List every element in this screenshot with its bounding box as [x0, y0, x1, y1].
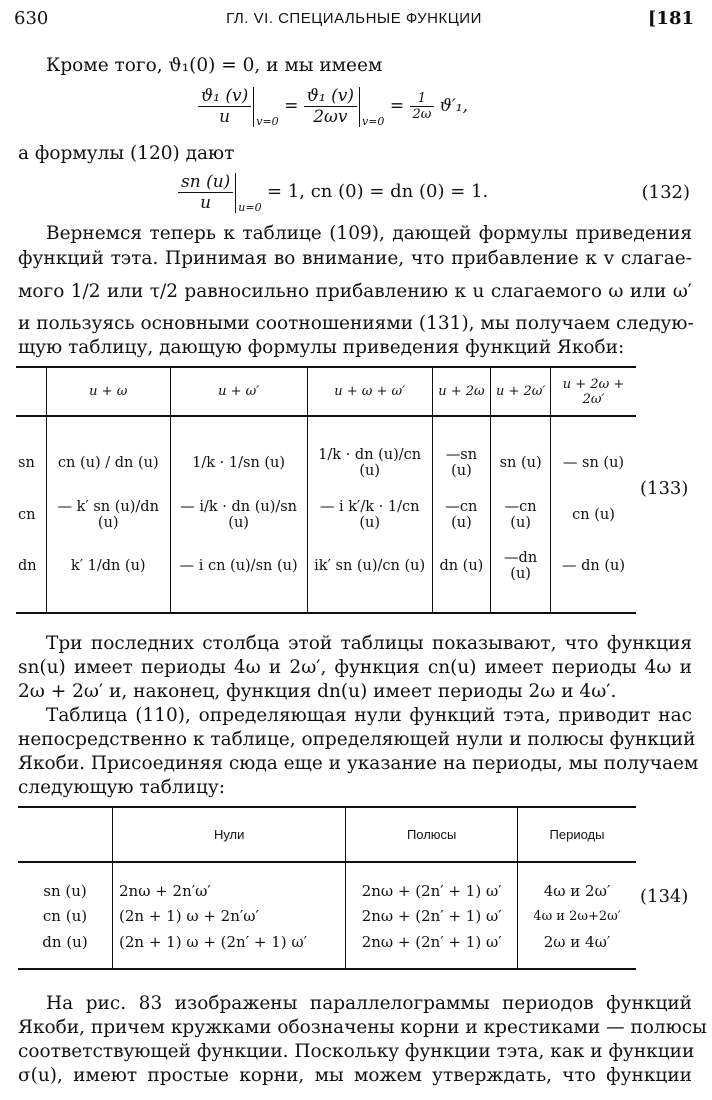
eq1-coef-num: 1: [410, 91, 435, 107]
text-line-10: 2ω + 2ω′ и, наконец, функция dn(u) имеет периоды 2ω и 4ω′.: [18, 681, 617, 702]
row-fn: dn (u): [42, 932, 88, 951]
eq2-rest: = 1, cn (0) = dn (0) = 1.: [267, 181, 489, 202]
row-fn: dn: [18, 557, 37, 574]
table-row: [16, 489, 636, 540]
cell: 1/k · 1/sn (u): [170, 438, 307, 489]
cell: — i/k · dn (u)/sn (u): [170, 489, 307, 540]
eq1-coef-den: 2ω: [412, 107, 432, 122]
text-line-9: sn(u) имеет периоды 4ω и 2ω′, функция cn(u) имеет периоды 4ω и: [18, 657, 692, 678]
col-header-zeros: Нули: [113, 807, 346, 862]
text-line-11: Таблица (110), определяющая нули функций тэта, приводит нас: [46, 705, 692, 726]
eq1-den-b: 2ωv: [313, 107, 348, 127]
eq1-num-a: ϑ₁ (v): [198, 86, 251, 107]
cell: — sn (u): [551, 438, 636, 489]
cell: — i k′/k · 1/cn (u): [307, 489, 432, 540]
table-134-header-row: [18, 807, 636, 862]
col-header-5: u + 2ω′: [491, 367, 551, 416]
col-header-periods: Периоды: [518, 807, 637, 862]
text-line-13: Якоби. Присоединяя сюда еще и указание на периоды, мы получаем: [18, 753, 699, 774]
row-fn: cn: [18, 506, 36, 523]
text-line-14: следующую таблицу:: [18, 777, 226, 798]
cell: k′ 1/dn (u): [47, 540, 171, 591]
eq2-at: u=0: [238, 201, 262, 214]
page-header: [14, 8, 694, 34]
text-line-5: мого 1/2 или τ/2 равносильно прибавлению к u слагаемого ω или ω′: [18, 281, 692, 302]
cell: — i cn (u)/sn (u): [170, 540, 307, 591]
table-number-133: (133): [640, 478, 689, 499]
table-row: [18, 904, 636, 929]
cell-poles: 2nω + (2n′ + 1) ω′: [346, 879, 518, 904]
table-row: [16, 540, 636, 591]
page-number: 630: [14, 8, 49, 29]
equation-theta-limit: $\frac{\text{ϑ₁ (v)}}{u}$ $_{v=0}$ = $\frac{\text{ϑ₁ (v)}}{2\omega v}$ $_{v=0}$ = $\frac{1}{2\omega}$ ϑ′₁,: [198, 86, 468, 128]
text-line-17: соответствующей функции. Поскольку функции тэта, как и функции: [18, 1041, 695, 1062]
col-header-2: u + ω′: [170, 367, 307, 416]
cell-zeros: (2n + 1) ω + 2n′ω′: [113, 904, 346, 929]
row-fn: cn (u): [42, 907, 88, 926]
cell-zeros: (2n + 1) ω + (2n′ + 1) ω′: [113, 929, 346, 954]
cell: cn (u) / dn (u): [47, 438, 171, 489]
equation-number-132: (132): [641, 182, 690, 203]
row-fn: sn (u): [43, 882, 87, 901]
row-fn: sn: [18, 455, 35, 472]
col-header-fn: [18, 807, 113, 862]
text-line-3: Вернемся теперь к таблице (109), дающей формулы приведения: [46, 223, 692, 244]
cell: sn (u): [491, 438, 551, 489]
cell: —cn (u): [491, 489, 551, 540]
text-line-7: щую таблицу, дающую формулы приведения функций Якоби:: [18, 337, 625, 358]
cell: dn (u): [432, 540, 491, 591]
cell: —cn (u): [432, 489, 491, 540]
cell: cn (u): [551, 489, 636, 540]
table-row: [16, 438, 636, 489]
col-header-poles: Полюсы: [346, 807, 518, 862]
cell: 1/k · dn (u)/cn (u): [307, 438, 432, 489]
cell-zeros: 2nω + 2n′ω′: [113, 879, 346, 904]
cell-periods: 4ω и 2ω+2ω′: [518, 904, 637, 929]
cell-poles: 2nω + (2n′ + 1) ω′: [346, 904, 518, 929]
running-head: ГЛ. VI. СПЕЦИАЛЬНЫЕ ФУНКЦИИ: [226, 10, 482, 27]
eq2-den: u: [200, 193, 212, 213]
table-row: [18, 879, 636, 904]
text-line-1: Кроме того, ϑ₁(0) = 0, и мы имеем: [46, 55, 383, 76]
cell: ik′ sn (u)/cn (u): [307, 540, 432, 591]
table-134-zeros-poles: [18, 806, 636, 970]
cell: — k′ sn (u)/dn (u): [47, 489, 171, 540]
section-number: [181: [647, 8, 694, 29]
eq1-den-a: u: [219, 107, 231, 127]
text-line-16: Якоби, причем кружками обозначены корни и крестиками — полюсы: [18, 1017, 707, 1038]
col-header-6: u + 2ω + 2ω′: [551, 367, 636, 416]
text-line-6: и пользуясь основными соотношениями (131), мы получаем следую-: [18, 313, 694, 334]
eq2-num: sn (u): [178, 172, 233, 193]
equation-132: [178, 172, 488, 214]
eq1-tail: ϑ′₁,: [439, 96, 469, 116]
text-line-18: σ(u), имеют простые корни, мы можем утверждать, что функции: [18, 1065, 692, 1086]
text-line-2: а формулы (120) дают: [18, 143, 235, 164]
cell-poles: 2nω + (2n′ + 1) ω′: [346, 929, 518, 954]
col-header-1: u + ω: [47, 367, 171, 416]
table-133-header-row: [16, 367, 636, 416]
cell: —sn (u): [432, 438, 491, 489]
text-line-15: На рис. 83 изображены параллелограммы периодов функций: [46, 993, 692, 1014]
text-line-12: непосредственно к таблице, определяющей нули и полюсы функций: [18, 729, 696, 750]
text-line-8: Три последних столбца этой таблицы показывают, что функция: [46, 633, 692, 654]
cell-periods: 2ω и 4ω′: [518, 929, 637, 954]
cell: —dn (u): [491, 540, 551, 591]
col-header-3: u + ω + ω′: [307, 367, 432, 416]
table-number-134: (134): [640, 886, 689, 907]
cell-periods: 4ω и 2ω′: [518, 879, 637, 904]
cell: — dn (u): [551, 540, 636, 591]
eq1-num-b: ϑ₁ (v): [304, 86, 357, 107]
table-row: [18, 929, 636, 954]
col-header-4: u + 2ω: [432, 367, 491, 416]
eq1-at-b: v=0: [362, 115, 385, 128]
text-line-4: функций тэта. Принимая во внимание, что прибавление к v слагае-: [18, 248, 692, 269]
eq1-at-a: v=0: [256, 115, 279, 128]
table-133-jacobi-reduction: [16, 366, 636, 614]
